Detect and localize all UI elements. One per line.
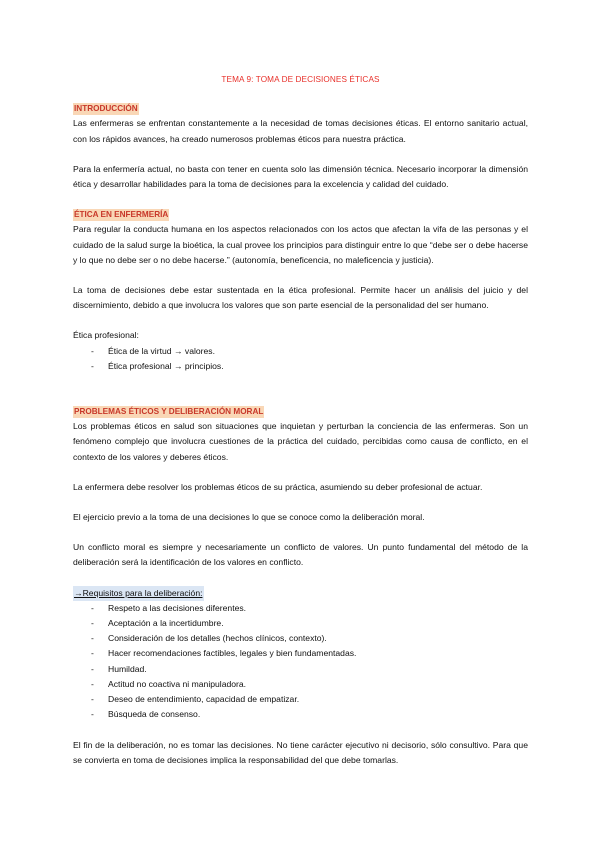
list-item: - Humildad. bbox=[73, 662, 528, 677]
section-heading-problemas: PROBLEMAS ÉTICOS Y DELIBERACIÓN MORAL bbox=[74, 407, 264, 417]
list-item: - Búsqueda de consenso. bbox=[73, 707, 528, 722]
problemas-paragraph-4: Un conflicto moral es siempre y necesariamente un conflicto de valores. Un punto fundamental del método de la deliberación será la identificación de los valores en conflicto. bbox=[73, 542, 528, 568]
list-item: - Ética profesional → principios. bbox=[73, 359, 528, 374]
list-item: - Consideración de los detalles (hechos clínicos, contexto). bbox=[73, 631, 528, 646]
list-item: - Deseo de entendimiento, capacidad de empatizar. bbox=[73, 692, 528, 707]
etica-list-title: Ética profesional: bbox=[73, 330, 139, 341]
intro-paragraph-1: Las enfermeras se enfrentan constantemente a la necesidad de tomas decisiones éticas. El entorno sanitario actual, con los rápidos avances, ha creado numerosos problemas éticos para nuestra práctica. bbox=[73, 118, 528, 144]
problemas-paragraph-1: Los problemas éticos en salud son situaciones que inquietan y perturban la conciencia de las enfermeras. Son un fenómeno complejo que involucra cuestiones de la práctica del cuidado, percibidas como causa de conflicto, en el contexto de los valores y deberes éticos. bbox=[73, 421, 528, 462]
problemas-paragraph-5: El fin de la deliberación, no es tomar las decisiones. No tiene carácter ejecutivo ni decisorio, sólo consultivo. Para que se convierta en toma de decisiones implica la responsabilidad del que debe tomarlas. bbox=[73, 739, 528, 765]
list-item: - Aceptación a la incertidumbre. bbox=[73, 616, 528, 631]
requisitos-heading: →Requisitos para la deliberación: bbox=[73, 586, 204, 601]
list-item: - Hacer recomendaciones factibles, legales y bien fundamentadas. bbox=[73, 646, 528, 661]
problemas-paragraph-2: La enfermera debe resolver los problemas éticos de su práctica, asumiendo su deber profesional de actuar. bbox=[73, 481, 483, 492]
problemas-paragraph-3: El ejercicio previo a la toma de una decisiones lo que se conoce como la deliberación moral. bbox=[73, 512, 425, 523]
list-item: - Ética de la virtud → valores. bbox=[73, 344, 528, 359]
requisitos-list bbox=[73, 601, 528, 723]
etica-paragraph-2: La toma de decisiones debe estar sustentada en la ética profesional. Permite hacer un análisis del juicio y del discernimiento, debido a que involucra los valores que son parte esencial de la personalidad del ser humano. bbox=[73, 285, 528, 311]
list-item: - Actitud no coactiva ni manipuladora. bbox=[73, 677, 528, 692]
intro-paragraph-2: Para la enfermería actual, no basta con tener en cuenta solo las dimensión técnica. Necesario incorporar la dimensión ética y desarrollar habilidades para la toma de decisiones para la excelencia y calidad del cuidado. bbox=[73, 163, 528, 190]
etica-list bbox=[73, 344, 528, 374]
etica-paragraph-1: Para regular la conducta humana en los aspectos relacionados con los actos que afectan la vifa de las personas y el cuidado de la salud surge la bioética, la cual provee los principios para distinguir entre lo que “debe ser o debe hacerse y lo que no debe ser o no debe hacerse.” (autonomía, beneficencia, no maleficencia y justicia). bbox=[73, 224, 528, 265]
section-heading-etica: ÉTICA EN ENFERMERÍA bbox=[74, 210, 169, 220]
document-title: TEMA 9: TOMA DE DECISIONES ÉTICAS bbox=[221, 75, 380, 84]
section-heading-introduccion: INTRODUCCIÓN bbox=[74, 104, 138, 114]
list-item: - Respeto a las decisiones diferentes. bbox=[73, 601, 528, 616]
